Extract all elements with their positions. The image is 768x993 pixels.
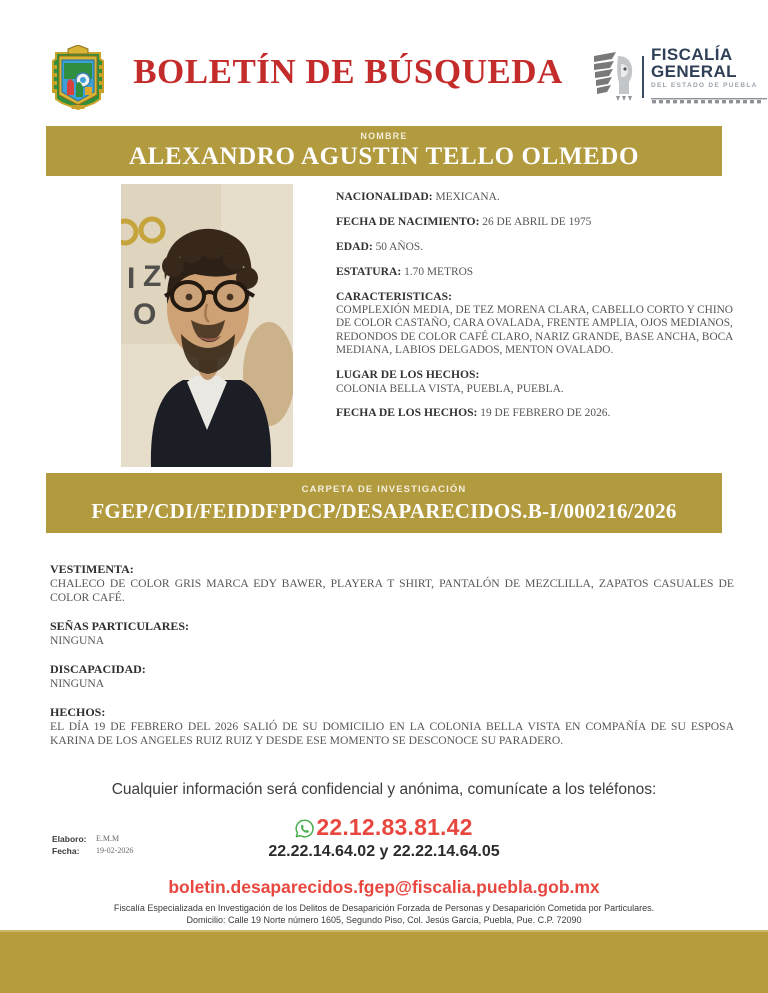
- place-value: COLONIA BELLA VISTA, PUEBLA, PUEBLA.: [336, 382, 564, 395]
- svg-text:O: O: [133, 298, 157, 331]
- lower-sections: [50, 562, 734, 762]
- detail-place: [336, 368, 734, 396]
- elaboro-date-label: Fecha:: [52, 846, 80, 856]
- bottom-gold-bar: [0, 930, 768, 993]
- logo-line-1: FISCALÍA: [651, 44, 733, 64]
- characteristics-value: COMPLEXIÓN MEDIA, DE TEZ MORENA CLARA, CABELLO CORTO Y CHINO DE COLOR CASTAÑO, CARA OVALADA, FRENTE AMPLIA, OJOS MEDIANOS, REDONDOS DE COLOR CAFÉ CLARO, NARIZ GRANDE, BASE ANCHA, BOCA MEDIANA, LABIOS DELGADOS, MENTON OVALADO.: [336, 304, 733, 357]
- birthdate-value: 26 DE ABRIL DE 1975: [482, 216, 592, 228]
- missing-person-name: ALEXANDRO AGUSTIN TELLO OLMEDO: [129, 143, 639, 170]
- svg-text:I: I: [127, 262, 136, 295]
- characteristics-label: CARACTERISTICAS:: [336, 290, 452, 303]
- eagle-profile-icon: [592, 50, 640, 104]
- logo-line-3: DEL ESTADO DE PUEBLA: [651, 81, 758, 89]
- facts-label: HECHOS:: [50, 705, 106, 719]
- section-distinguishing-marks: [50, 619, 734, 648]
- nationality-label: NACIONALIDAD:: [336, 190, 433, 203]
- section-disability: [50, 662, 734, 691]
- document-header: [0, 0, 768, 122]
- disability-value: NINGUNA: [50, 677, 105, 690]
- disability-label: DISCAPACIDAD:: [50, 662, 146, 676]
- clothing-label: VESTIMENTA:: [50, 562, 134, 576]
- detail-birthdate: [336, 215, 734, 229]
- section-clothing: [50, 562, 734, 605]
- contact-email[interactable]: boletin.desaparecidos.fgep@fiscalia.puebla.gob.mx: [168, 877, 600, 897]
- logo-divider: [642, 56, 644, 98]
- event-date-label: FECHA DE LOS HECHOS:: [336, 405, 478, 419]
- detail-height: [336, 265, 734, 279]
- confidentiality-notice: Cualquier información será confidencial y anónima, comunícate a los teléfonos:: [111, 781, 657, 798]
- case-file-label: CARPETA DE INVESTIGACIÓN: [301, 484, 467, 495]
- section-facts: [50, 705, 734, 748]
- event-date-value: 19 DE FEBRERO DE 2026.: [480, 406, 611, 419]
- detail-age: [336, 240, 734, 254]
- footer-line-2: Domicilio: Calle 19 Norte número 1605, Segundo Piso, Col. Jesús García, Puebla, Pue. C.P. 72090: [186, 915, 582, 925]
- detail-nationality: [336, 190, 734, 204]
- name-label: NOMBRE: [360, 131, 408, 141]
- birthdate-label: FECHA DE NACIMIENTO:: [336, 215, 480, 228]
- greca-ornament-icon: [651, 97, 767, 104]
- missing-person-photo: [121, 184, 293, 467]
- svg-text:Z: Z: [143, 260, 162, 293]
- case-file-number: FGEP/CDI/FEIDDFPDCP/DESAPARECIDOS.B-I/000216/2026: [91, 499, 677, 523]
- page-title: BOLETÍN DE BÚSQUEDA: [133, 52, 563, 91]
- whatsapp-phone-number[interactable]: 22.12.83.81.42: [316, 814, 473, 840]
- marks-value: NINGUNA: [50, 634, 105, 647]
- nationality-value: MEXICANA.: [435, 191, 500, 203]
- elaboro-author-label: Elaboro:: [52, 834, 87, 844]
- fiscalia-general-logo: [592, 44, 758, 106]
- marks-label: SEÑAS PARTICULARES:: [50, 619, 190, 633]
- age-label: EDAD:: [336, 240, 373, 253]
- name-banner: [46, 126, 722, 176]
- place-label: LUGAR DE LOS HECHOS:: [336, 367, 480, 381]
- detail-event-date: [336, 406, 734, 420]
- elaboro-author-row: [52, 833, 133, 845]
- age-value: 50 AÑOS.: [375, 241, 424, 253]
- facts-value: EL DÍA 19 DE FEBRERO DEL 2026 SALIÓ DE SU DOMICILIO EN LA COLONIA BELLA VISTA EN COMPAÑÍA DE SU ESPOSA KARINA DE LOS ANGELES RUIZ RUIZ Y DESDE ESE MOMENTO SE DESCONOCE SU PARADERO.: [50, 720, 734, 747]
- elaboro-author-value: E.M.M: [96, 834, 120, 843]
- case-file-banner: [46, 473, 722, 533]
- elaboro-date-value: 19-02-2026: [96, 846, 134, 855]
- elaboro-block: [52, 833, 133, 857]
- footer-line-1: Fiscalía Especializada en Investigación de los Delitos de Desaparición Forzada de Personas y Desaparición Cometida por Particulares.: [113, 903, 655, 913]
- height-value: 1.70 METROS: [404, 266, 474, 278]
- clothing-value: CHALECO DE COLOR GRIS MARCA EDY BAWER, PLAYERA T SHIRT, PANTALÓN DE MEZCLILLA, ZAPATOS CASUALES DE COLOR CAFÉ.: [50, 577, 734, 604]
- logo-line-2: GENERAL: [651, 61, 737, 81]
- puebla-state-coat-of-arms-icon: [50, 45, 106, 111]
- height-label: ESTATURA:: [336, 265, 402, 278]
- alternate-phone-numbers[interactable]: 22.22.14.64.02 y 22.22.14.64.05: [268, 843, 500, 860]
- details-panel: [336, 190, 734, 431]
- bottom-bar-highlight: [0, 930, 768, 932]
- elaboro-date-row: [52, 845, 133, 857]
- footer-text: [0, 902, 768, 926]
- detail-characteristics: [336, 290, 734, 358]
